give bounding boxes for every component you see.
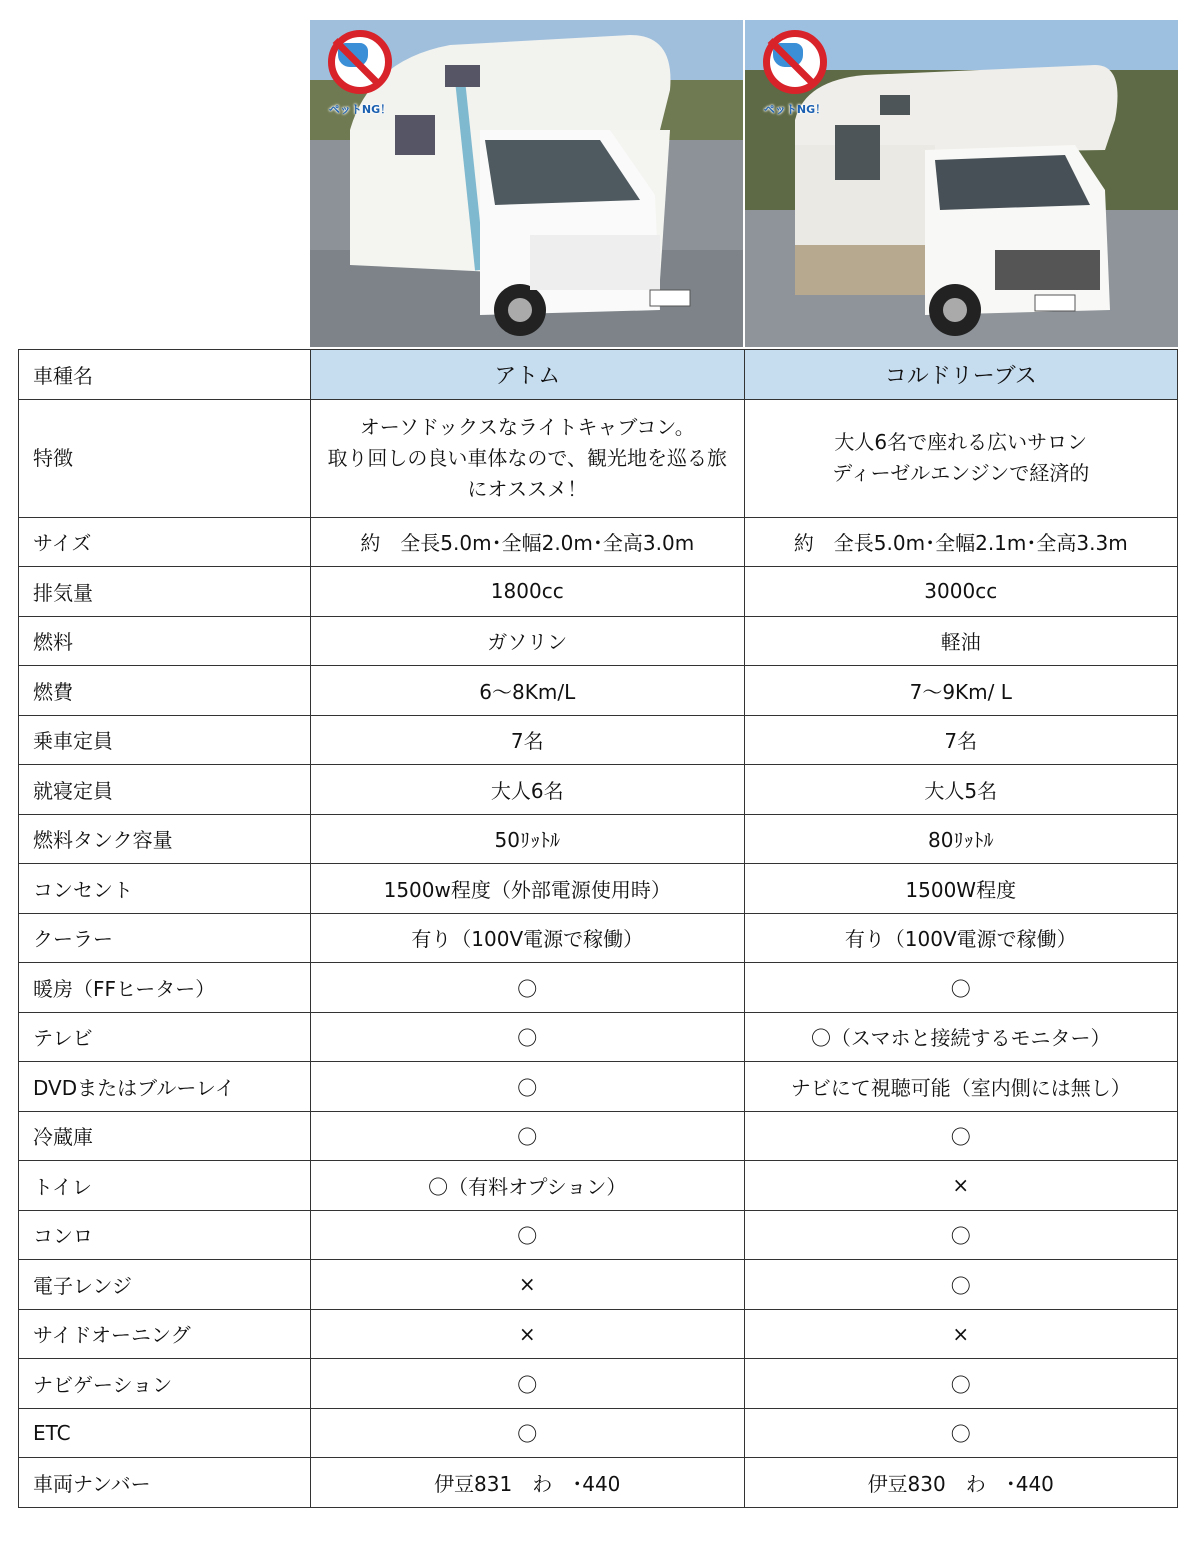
cordo-value: × xyxy=(744,1161,1178,1211)
table-row xyxy=(19,666,1178,716)
row-label: ナビゲーション xyxy=(19,1359,311,1409)
atom-value: 〇 xyxy=(311,1210,745,1260)
row-label: サイドオーニング xyxy=(19,1309,311,1359)
table-row xyxy=(19,1458,1178,1508)
table-row xyxy=(19,963,1178,1013)
table-row xyxy=(19,1111,1178,1161)
cordo-feature-line: ディーゼルエンジンで経済的 xyxy=(832,461,1090,485)
table-row xyxy=(19,1012,1178,1062)
atom-feature-line: 取り回しの良い車体なので、観光地を巡る旅 xyxy=(327,445,728,470)
cordo-value: 〇 xyxy=(744,1111,1178,1161)
table-row xyxy=(19,913,1178,963)
table-row xyxy=(19,1062,1178,1112)
row-label: テレビ xyxy=(19,1012,311,1062)
cordo-value: 約 全長5.0m･全幅2.1m･全高3.3m xyxy=(744,517,1178,567)
cordo-value: 〇 xyxy=(744,1260,1178,1310)
row-label: 燃料 xyxy=(19,616,311,666)
atom-value: 大人6名 xyxy=(311,765,745,815)
row-label: サイズ xyxy=(19,517,311,567)
atom-features xyxy=(311,399,745,517)
atom-photo xyxy=(310,20,743,347)
row-label: トイレ xyxy=(19,1161,311,1211)
row-label: コンセント xyxy=(19,864,311,914)
cordo-features xyxy=(744,399,1178,517)
atom-value: 〇 xyxy=(311,1359,745,1409)
cordo-value: 〇 xyxy=(744,963,1178,1013)
atom-value: 〇（有料オプション） xyxy=(311,1161,745,1211)
table-row xyxy=(19,1161,1178,1211)
cordo-value: 〇（スマホと接続するモニター） xyxy=(744,1012,1178,1062)
atom-value: 伊豆831 わ ･440 xyxy=(311,1458,745,1508)
vehicle-photos xyxy=(310,20,1178,347)
cordo-value: 7名 xyxy=(744,715,1178,765)
row-label: 電子レンジ xyxy=(19,1260,311,1310)
atom-value: ガソリン xyxy=(311,616,745,666)
table-row xyxy=(19,616,1178,666)
table-row xyxy=(19,1408,1178,1458)
cordo-value: 軽油 xyxy=(744,616,1178,666)
atom-value: 約 全長5.0m･全幅2.0m･全高3.0m xyxy=(311,517,745,567)
row-label: クーラー xyxy=(19,913,311,963)
cordo-value: 1500W程度 xyxy=(744,864,1178,914)
atom-value: 6～8Km/L xyxy=(311,666,745,716)
row-label: コンロ xyxy=(19,1210,311,1260)
cordo-value: 80ﾘｯﾄﾙ xyxy=(744,814,1178,864)
pet-ng-label: ペットNG！ xyxy=(328,103,392,116)
cordo-value: 伊豆830 わ ･440 xyxy=(744,1458,1178,1508)
atom-value: × xyxy=(311,1260,745,1310)
model-name-cordo: コルドリーブス xyxy=(744,350,1178,400)
row-label: 燃費 xyxy=(19,666,311,716)
header-label: 車種名 xyxy=(19,350,311,400)
spec-table xyxy=(18,349,1178,1508)
cordo-value: ナビにて視聴可能（室内側には無し） xyxy=(744,1062,1178,1112)
row-label: 暖房（FFヒーター） xyxy=(19,963,311,1013)
model-name-atom: アトム xyxy=(311,350,745,400)
table-row xyxy=(19,715,1178,765)
atom-value: 1800cc xyxy=(311,567,745,617)
row-label: 就寝定員 xyxy=(19,765,311,815)
atom-value: 有り（100V電源で稼働） xyxy=(311,913,745,963)
table-row xyxy=(19,517,1178,567)
table-row xyxy=(19,864,1178,914)
atom-value: 〇 xyxy=(311,1408,745,1458)
atom-value: 1500w程度（外部電源使用時） xyxy=(311,864,745,914)
table-row xyxy=(19,1309,1178,1359)
pet-ng-badge xyxy=(320,26,410,136)
cordo-value: 〇 xyxy=(744,1210,1178,1260)
cordo-value: 〇 xyxy=(744,1359,1178,1409)
pet-ng-badge xyxy=(755,26,845,136)
table-row xyxy=(19,1260,1178,1310)
atom-value: 〇 xyxy=(311,1012,745,1062)
atom-value: 〇 xyxy=(311,1062,745,1112)
row-label: 車両ナンバー xyxy=(19,1458,311,1508)
atom-value: 50ﾘｯﾄﾙ xyxy=(311,814,745,864)
features-row xyxy=(19,399,1178,517)
row-label: ETC xyxy=(19,1408,311,1458)
cordo-value: 3000cc xyxy=(744,567,1178,617)
cordo-value: × xyxy=(744,1309,1178,1359)
table-row xyxy=(19,814,1178,864)
atom-value: 〇 xyxy=(311,963,745,1013)
cordo-photo xyxy=(745,20,1178,347)
row-label: 燃料タンク容量 xyxy=(19,814,311,864)
cordo-value: 〇 xyxy=(744,1408,1178,1458)
cordo-value: 7～9Km/ L xyxy=(744,666,1178,716)
features-label: 特徴 xyxy=(19,399,311,517)
cordo-value: 有り（100V電源で稼働） xyxy=(744,913,1178,963)
row-label: 乗車定員 xyxy=(19,715,311,765)
table-header-row xyxy=(19,350,1178,400)
table-row xyxy=(19,567,1178,617)
atom-value: × xyxy=(311,1309,745,1359)
atom-feature-line: にオススメ！ xyxy=(467,476,588,501)
cordo-value: 大人5名 xyxy=(744,765,1178,815)
cordo-feature-line: 大人6名で座れる広いサロン xyxy=(834,430,1088,454)
row-label: 冷蔵庫 xyxy=(19,1111,311,1161)
row-label: 排気量 xyxy=(19,567,311,617)
atom-feature-line: オーソドックスなライトキャブコン。 xyxy=(359,414,695,439)
pet-ng-label: ペットNG！ xyxy=(763,103,827,116)
atom-value: 7名 xyxy=(311,715,745,765)
atom-value: 〇 xyxy=(311,1111,745,1161)
table-row xyxy=(19,1210,1178,1260)
table-row xyxy=(19,765,1178,815)
row-label: DVDまたはブルーレイ xyxy=(19,1062,311,1112)
table-row xyxy=(19,1359,1178,1409)
